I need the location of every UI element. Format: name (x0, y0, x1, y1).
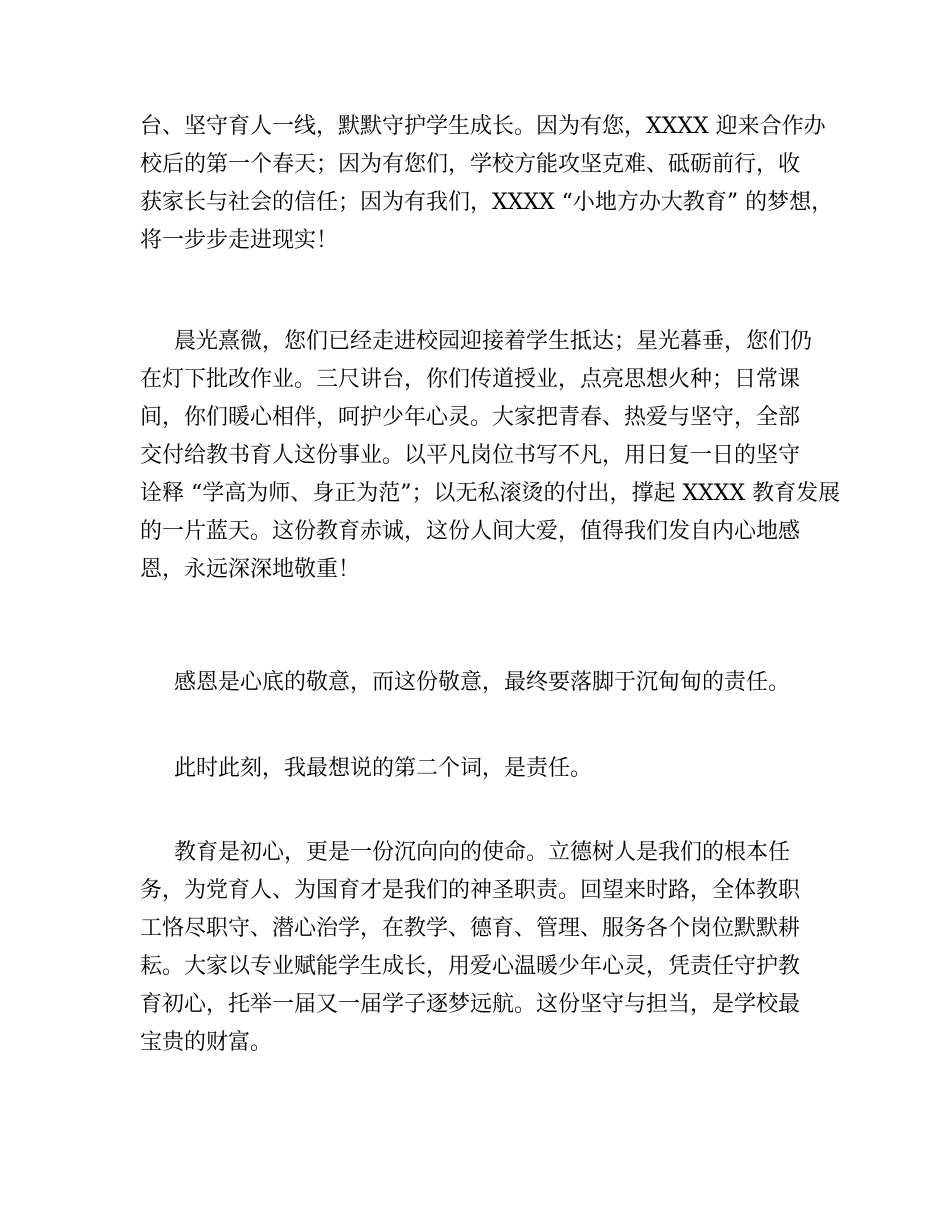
paragraph (140, 664, 820, 702)
text-line: 耘。大家以专业赋能学生成长，用爱心温暖少年心灵，凭责任守护教 (140, 954, 801, 979)
text-line: 校后的第一个春天；因为有您们，学校方能攻坚克难、砥砺前行，收 (140, 152, 801, 177)
text-line: 交付给教书育人这份事业。以平凡岗位书写不凡，用日复一日的坚守 (140, 443, 801, 468)
paragraph (140, 108, 834, 260)
text-line: 工恪尽职守、潜心治学，在教学、德育、管理、服务各个岗位默默耕 (140, 916, 801, 941)
paragraph (140, 323, 841, 589)
text-line: 晨光熹微，您们已经走进校园迎接着学生抵达；星光暮垂，您们仍 (174, 329, 813, 354)
text-line: 台、坚守育人一线，默默守护学生成长。因为有您，XXXX 迎来合作办 (140, 114, 826, 139)
text-line: 感恩是心底的敬意，而这份敬意，最终要落脚于沉甸甸的责任。 (174, 670, 791, 695)
paragraph (140, 750, 820, 788)
text-line: 恩，永远深深地敬重！ (140, 557, 361, 582)
text-line: 的一片蓝天。这份教育赤诚，这份人间大爱，值得我们发自内心地感 (140, 519, 801, 544)
text-line: 教育是初心，更是一份沉向向的使命。立德树人是我们的根本任 (174, 840, 791, 865)
text-line: 育初心，托举一届又一届学子逐梦远航。这份坚守与担当，是学校最 (140, 992, 801, 1017)
text-line: 获家长与社会的信任；因为有我们，XXXX “小地方办大教育” 的梦想， (140, 190, 834, 215)
text-line: 将一步步走进现实！ (140, 228, 339, 253)
text-line: 在灯下批改作业。三尺讲台，你们传道授业，点亮思想火种；日常课 (140, 367, 801, 392)
paragraph (140, 834, 820, 1062)
text-line: 此时此刻，我最想说的第二个词，是责任。 (174, 756, 593, 781)
text-line: 务，为党育人、为国育才是我们的神圣职责。回望来时路，全体教职 (140, 878, 801, 903)
text-line: 诠释 “学高为师、身正为范”；以无私滚烫的付出，撑起 XXXX 教育发展 (140, 481, 841, 506)
text-line: 间，你们暖心相伴，呵护少年心灵。大家把青春、热爱与坚守，全部 (140, 405, 801, 430)
text-line: 宝贵的财富。 (140, 1030, 273, 1055)
